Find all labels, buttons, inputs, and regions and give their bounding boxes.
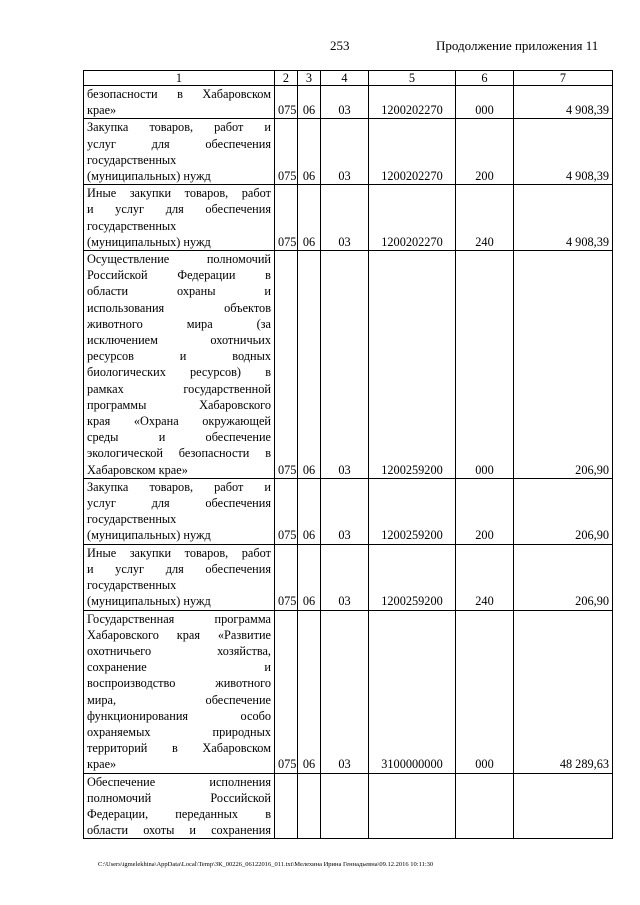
section-code-cell: 06	[298, 544, 321, 610]
row-name-line: сохранение и	[87, 660, 271, 675]
row-name-cell	[84, 86, 275, 119]
row-name-line: охотничьего хозяйства,	[87, 643, 271, 658]
amount-cell: 4 908,39	[514, 185, 613, 251]
row-name-line: Иные закупки товаров, работ	[87, 186, 271, 201]
expense-type-cell: 240	[456, 544, 514, 610]
document-footer-path: C:\Users\igmelekhina\AppData\Local\Temp\ЗК_00226_06122016_011.txt\Мелехина Ирина Геннадьевна\09.12.2016 10:11:30	[98, 861, 434, 868]
row-name-cell	[84, 251, 275, 479]
column-header: 2	[275, 71, 298, 86]
row-name-line: рамках государственной	[87, 381, 271, 396]
expense-type-cell: 200	[456, 478, 514, 544]
column-header: 3	[298, 71, 321, 86]
expense-type-cell: 000	[456, 610, 514, 773]
row-name-line: государственных	[87, 512, 177, 527]
expense-type-cell: 200	[456, 119, 514, 185]
expense-type-cell: 240	[456, 185, 514, 251]
subsection-code-cell: 03	[321, 251, 369, 479]
amount-cell	[514, 773, 613, 839]
table-row	[84, 610, 613, 773]
section-code-cell: 06	[298, 610, 321, 773]
row-name-cell	[84, 544, 275, 610]
row-name-line: биологических ресурсов) в	[87, 365, 271, 380]
subsection-code-cell: 03	[321, 610, 369, 773]
ministry-code-cell: 075	[275, 251, 298, 479]
amount-cell: 48 289,63	[514, 610, 613, 773]
subsection-code-cell: 03	[321, 478, 369, 544]
amount-cell: 206,90	[514, 251, 613, 479]
row-name-line: исключением охотничьих	[87, 333, 271, 348]
row-name-line: услуг для обеспечения	[87, 136, 271, 151]
column-number-row	[84, 71, 613, 86]
row-name-line: воспроизводство животного	[87, 676, 271, 691]
row-name-line: охраняемых природных	[87, 724, 271, 739]
target-article-cell: 1200202270	[369, 185, 456, 251]
page-number: 253	[330, 38, 350, 53]
row-name-line: (муниципальных) нужд	[87, 594, 211, 609]
ministry-code-cell: 075	[275, 185, 298, 251]
row-name-line: и услуг для обеспечения	[87, 202, 271, 217]
row-name-line: Федерации, переданных в	[87, 806, 271, 821]
row-name-line: Иные закупки товаров, работ	[87, 545, 271, 560]
row-name-line: (муниципальных) нужд	[87, 528, 211, 543]
ministry-code-cell: 075	[275, 544, 298, 610]
row-name-line: крае»	[87, 103, 117, 118]
column-header: 6	[456, 71, 514, 86]
row-name-line: области охраны и	[87, 284, 271, 299]
section-code-cell: 06	[298, 478, 321, 544]
row-name-line: экологической безопасности в	[87, 446, 271, 461]
table-row	[84, 478, 613, 544]
section-code-cell	[298, 773, 321, 839]
target-article-cell: 1200259200	[369, 251, 456, 479]
table-row	[84, 185, 613, 251]
row-name-line: животного мира (за	[87, 316, 271, 331]
row-name-line: ресурсов и водных	[87, 349, 271, 364]
table-row	[84, 544, 613, 610]
target-article-cell: 1200202270	[369, 119, 456, 185]
target-article-cell: 1200259200	[369, 478, 456, 544]
subsection-code-cell: 03	[321, 119, 369, 185]
row-name-line: Закупка товаров, работ и	[87, 479, 271, 494]
row-name-cell	[84, 610, 275, 773]
row-name-cell	[84, 773, 275, 839]
row-name-cell	[84, 478, 275, 544]
subsection-code-cell: 03	[321, 544, 369, 610]
row-name-line: территорий в Хабаровском	[87, 741, 271, 756]
column-header: 5	[369, 71, 456, 86]
row-name-line: среды и обеспечение	[87, 430, 271, 445]
table-row	[84, 119, 613, 185]
row-name-line: полномочий Российской	[87, 790, 271, 805]
row-name-line: Обеспечение исполнения	[87, 774, 271, 789]
expense-type-cell: 000	[456, 251, 514, 479]
row-name-line: Хабаровского края «Развитие	[87, 627, 271, 642]
row-name-line: программы Хабаровского	[87, 397, 271, 412]
amount-cell: 4 908,39	[514, 86, 613, 119]
row-name-line: Закупка товаров, работ и	[87, 120, 271, 135]
column-header: 1	[84, 71, 275, 86]
row-name-line: функционирования особо	[87, 708, 271, 723]
column-header: 7	[514, 71, 613, 86]
table-row	[84, 773, 613, 839]
table-row	[84, 86, 613, 119]
amount-cell: 4 908,39	[514, 119, 613, 185]
row-name-line: области охоты и сохранения	[87, 823, 271, 838]
target-article-cell: 3100000000	[369, 610, 456, 773]
ministry-code-cell: 075	[275, 119, 298, 185]
row-name-line: Государственная программа	[87, 611, 271, 626]
ministry-code-cell	[275, 773, 298, 839]
row-name-line: государственных	[87, 218, 177, 233]
ministry-code-cell: 075	[275, 86, 298, 119]
row-name-line: услуг для обеспечения	[87, 496, 271, 511]
row-name-line: и услуг для обеспечения	[87, 561, 271, 576]
expense-type-cell: 000	[456, 86, 514, 119]
row-name-line: Осуществление полномочий	[87, 252, 271, 267]
row-name-line: использования объектов	[87, 300, 271, 315]
column-header: 4	[321, 71, 369, 86]
section-code-cell: 06	[298, 86, 321, 119]
amount-cell: 206,90	[514, 478, 613, 544]
target-article-cell: 1200259200	[369, 544, 456, 610]
section-code-cell: 06	[298, 251, 321, 479]
target-article-cell: 1200202270	[369, 86, 456, 119]
section-code-cell: 06	[298, 185, 321, 251]
subsection-code-cell: 03	[321, 86, 369, 119]
subsection-code-cell: 03	[321, 185, 369, 251]
subsection-code-cell	[321, 773, 369, 839]
amount-cell: 206,90	[514, 544, 613, 610]
table-row	[84, 251, 613, 479]
row-name-line: крае»	[87, 757, 117, 772]
row-name-line: безопасности в Хабаровском	[87, 87, 271, 101]
row-name-line: государственных	[87, 578, 177, 593]
row-name-line: края «Охрана окружающей	[87, 414, 271, 429]
row-name-line: мира, обеспечение	[87, 692, 271, 707]
ministry-code-cell: 075	[275, 478, 298, 544]
budget-table	[83, 70, 613, 839]
row-name-line: Хабаровском крае»	[87, 462, 188, 477]
row-name-cell	[84, 185, 275, 251]
row-name-line: (муниципальных) нужд	[87, 234, 211, 249]
row-name-cell	[84, 119, 275, 185]
row-name-line: Российской Федерации в	[87, 268, 271, 283]
row-name-line: (муниципальных) нужд	[87, 169, 211, 184]
ministry-code-cell: 075	[275, 610, 298, 773]
expense-type-cell	[456, 773, 514, 839]
appendix-continuation-note: Продолжение приложения 11	[436, 38, 599, 53]
section-code-cell: 06	[298, 119, 321, 185]
row-name-line: государственных	[87, 152, 177, 167]
target-article-cell	[369, 773, 456, 839]
